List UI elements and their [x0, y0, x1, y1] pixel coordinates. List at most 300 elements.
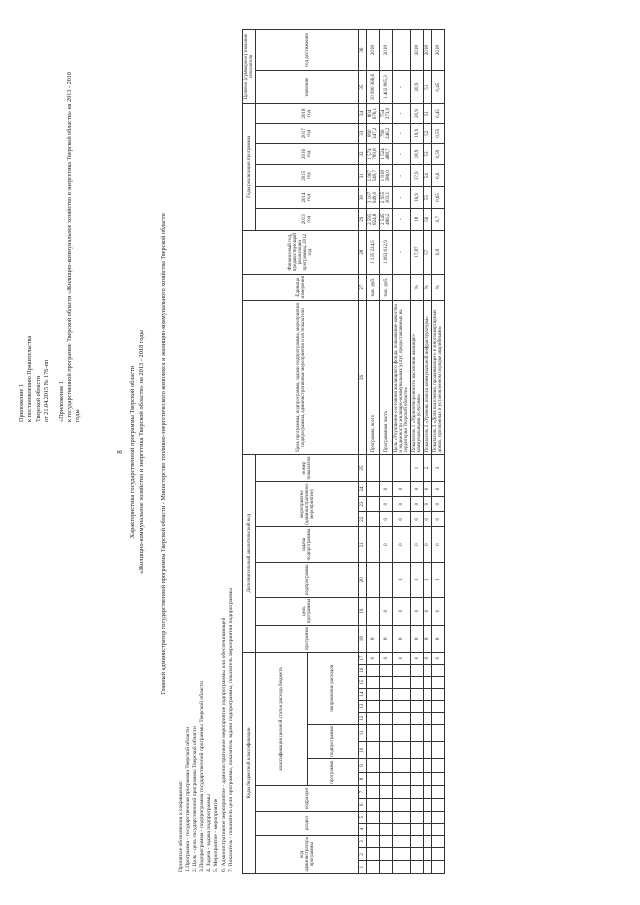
base-cell: 1 135 224,5 — [367, 230, 380, 274]
code-cell — [424, 861, 432, 874]
code-cell — [367, 454, 380, 481]
year-value-cell: 18 — [411, 208, 424, 230]
code-cell: 0 — [411, 497, 424, 512]
code-cell — [380, 798, 393, 811]
code-cell — [411, 786, 424, 799]
note-line: 3.Подпрограмма - подпрограмма государственной программы Тверской области — [199, 680, 206, 872]
column-number: 24 — [359, 481, 367, 496]
code-cell — [380, 712, 393, 724]
code-cell — [411, 724, 424, 741]
code-cell — [380, 861, 393, 874]
year-value-cell: 1 574 789,8 — [367, 143, 380, 165]
base-cell: - — [393, 230, 411, 274]
code-cell: 1 — [411, 454, 424, 481]
code-cell — [411, 823, 424, 835]
code-cell — [393, 786, 411, 799]
column-number: 26 — [359, 300, 367, 454]
note-line: 5. Мероприятие - мероприятие — [213, 798, 220, 872]
code-cell — [432, 848, 445, 861]
code-cell: 0 — [424, 597, 432, 625]
note-line: 1.Программа - государственная программа Тверской области — [185, 726, 192, 872]
year-value-cell: 2 545 486,2 — [380, 208, 393, 230]
code-cell: 0 — [393, 481, 411, 496]
target-year-cell: 2018 — [432, 30, 445, 71]
code-cell: 8 — [367, 625, 380, 652]
code-cell: 8 — [424, 625, 432, 652]
code-cell — [367, 497, 380, 512]
table-row — [432, 30, 445, 874]
target-year-cell — [393, 30, 411, 71]
year-value-cell: 0,65 — [432, 187, 445, 209]
column-number-row — [359, 30, 367, 874]
column-number: 12 — [359, 712, 367, 724]
column-number: 16 — [359, 664, 367, 676]
document-title — [128, 12, 146, 892]
code-cell — [432, 861, 445, 874]
base-cell: 57 — [424, 230, 432, 274]
code-cell — [411, 835, 424, 848]
year-value-cell: 799 246,2 — [380, 123, 393, 143]
code-cell: 0 — [432, 497, 445, 512]
abbreviations-notes — [178, 442, 235, 872]
column-number: 35 — [359, 71, 367, 104]
code-cell: 1 — [393, 563, 411, 598]
code-cell — [380, 786, 393, 799]
code-cell — [367, 724, 380, 741]
code-cell — [367, 811, 380, 823]
header-col-task: задача подпрограммы — [256, 527, 359, 563]
code-cell — [380, 835, 393, 848]
table-row — [380, 30, 393, 874]
code-cell: 0 — [393, 497, 411, 512]
header-2014: 2014 год — [256, 187, 359, 209]
code-cell — [411, 688, 424, 700]
column-number: 6 — [359, 798, 367, 811]
code-cell — [367, 700, 380, 712]
page-number: 8 — [115, 450, 124, 454]
code-cell — [380, 741, 393, 758]
code-cell — [367, 823, 380, 835]
column-number: 15 — [359, 676, 367, 688]
year-value-cell: 1 918 386,0 — [380, 165, 393, 187]
name-cell: Цель «Улучшение состояния жилищного фонда, повышение качества и надежности жилищно-коммунальных услуг, предоставляемых на территории Тверской области» — [393, 300, 411, 454]
code-cell: 0 — [411, 512, 424, 527]
code-cell: 8 — [432, 625, 445, 652]
code-cell — [393, 724, 411, 741]
year-value-cell: 17,9 — [411, 165, 424, 187]
code-cell — [424, 811, 432, 823]
code-cell — [424, 772, 432, 785]
year-value-cell: - — [393, 187, 411, 209]
name-cell: Показатель 1 «Удовлетворенность населения жилищно-коммунальными услугами» — [411, 300, 424, 454]
code-cell — [424, 676, 432, 688]
code-cell: 0 — [393, 652, 411, 664]
code-cell — [367, 527, 380, 563]
target-value-cell: 51 — [424, 71, 432, 104]
column-number: 23 — [359, 497, 367, 512]
code-cell — [393, 688, 411, 700]
code-cell — [411, 741, 424, 758]
column-number: 10 — [359, 741, 367, 758]
code-cell — [411, 664, 424, 676]
column-number: 20 — [359, 563, 367, 598]
code-cell — [424, 712, 432, 724]
code-cell — [380, 823, 393, 835]
code-cell — [411, 759, 424, 772]
code-cell: 0 — [424, 497, 432, 512]
header-program: программа — [307, 759, 359, 786]
code-cell — [367, 741, 380, 758]
column-number: 36 — [359, 30, 367, 71]
code-cell — [367, 481, 380, 496]
code-cell: 1 — [432, 563, 445, 598]
code-cell — [393, 811, 411, 823]
unit-cell: % — [424, 274, 432, 300]
unit-cell: тыс. руб. — [380, 274, 393, 300]
code-cell — [432, 772, 445, 785]
code-cell — [367, 688, 380, 700]
name-cell: Программа, всего — [367, 300, 380, 454]
header-name: Цель программы, подпрограмма, задачи подпрограммы, мероприятия подпрограммы, административные мероприятия и их показатели — [243, 300, 359, 454]
year-value-cell: - — [393, 143, 411, 165]
header-col-measure: мероприятие (административное мероприятие) — [256, 481, 359, 526]
code-cell — [411, 798, 424, 811]
year-value-cell: 55 — [424, 187, 432, 209]
code-cell — [424, 823, 432, 835]
code-cell: 0 — [380, 512, 393, 527]
base-cell: 0,8 — [432, 230, 445, 274]
code-cell — [367, 563, 380, 598]
year-value-cell: - — [393, 104, 411, 124]
code-cell — [367, 676, 380, 688]
appendix-line: Приложение 1 — [18, 384, 25, 422]
code-cell — [424, 798, 432, 811]
header-target: Целевое (суммарное) значение показателя — [243, 30, 256, 104]
target-value-cell: 1 402 805,3 — [380, 71, 393, 104]
code-cell — [424, 700, 432, 712]
code-cell: 1 — [424, 563, 432, 598]
note-line: 7. Показатель - показатель цели программы, показатель задачи подпрограммы, показатель мероприятия подпрограммы — [227, 588, 234, 872]
column-number: 5 — [359, 811, 367, 823]
header-base-year: Финансовый год, предшествующий реализации программы, 2012 год — [243, 230, 359, 274]
column-number: 33 — [359, 123, 367, 143]
table-row — [424, 30, 432, 874]
code-cell — [432, 724, 445, 741]
code-cell — [367, 861, 380, 874]
year-value-cell: 54 — [424, 165, 432, 187]
code-cell — [424, 741, 432, 758]
code-cell — [393, 848, 411, 861]
column-number: 31 — [359, 165, 367, 187]
target-value-cell: 10 990 366,6 — [367, 71, 380, 104]
target-value-cell: 20,9 — [411, 71, 424, 104]
code-cell: 0 — [393, 597, 411, 625]
code-cell — [393, 454, 411, 481]
year-value-cell: 2 595 824,8 — [367, 208, 380, 230]
administrator-line: Главный администратор государственной программы Тверской области - Министерство топливно-энергетического комплекса и жилищно-коммунального хозяйства Тверской области — [160, 213, 167, 695]
code-cell — [380, 700, 393, 712]
code-cell — [380, 772, 393, 785]
code-cell: 0 — [411, 597, 424, 625]
unit-cell: % — [411, 274, 424, 300]
column-number: 8 — [359, 772, 367, 785]
column-number: 11 — [359, 724, 367, 741]
table-row — [367, 30, 380, 874]
column-number: 28 — [359, 230, 367, 274]
header-subprogram: подпрограмма — [307, 724, 359, 759]
code-cell — [393, 741, 411, 758]
year-value-cell: 804 676,1 — [367, 104, 380, 124]
appendix-line: к государственной программе Тверской области «Жилищно-коммунальное хозяйство и энергетика Тверской области» на 2013 - 2018 годы — [66, 71, 82, 422]
code-cell: 0 — [432, 481, 445, 496]
year-value-cell: 754 273,9 — [380, 104, 393, 124]
year-value-cell: 52 — [424, 123, 432, 143]
code-cell: 0 — [411, 481, 424, 496]
code-cell — [393, 676, 411, 688]
code-cell — [380, 848, 393, 861]
code-cell: 8 — [411, 625, 424, 652]
code-cell: 0 — [432, 512, 445, 527]
code-cell: 0 — [411, 527, 424, 563]
column-number: 32 — [359, 143, 367, 165]
unit-cell: тыс. руб. — [367, 274, 380, 300]
header-analytic-code: Дополнительный аналитический код — [243, 454, 256, 652]
code-cell — [367, 835, 380, 848]
header-expense-dir: направление расходов — [307, 652, 359, 724]
code-cell: 8 — [393, 625, 411, 652]
code-cell — [393, 861, 411, 874]
column-number: 27 — [359, 274, 367, 300]
column-number: 19 — [359, 597, 367, 625]
code-cell: 0 — [367, 652, 380, 664]
title-line: «Жилищно-коммунальное хозяйство и энергетика Тверской области» на 2013 - 2018 годы — [138, 330, 145, 574]
column-number: 4 — [359, 823, 367, 835]
column-number: 14 — [359, 688, 367, 700]
year-value-cell: 0,59 — [432, 143, 445, 165]
code-cell — [424, 786, 432, 799]
note-line: Принятые обозначения и сокращения: — [178, 780, 184, 872]
code-cell — [393, 759, 411, 772]
year-value-cell: 2 955 303,1 — [380, 187, 393, 209]
note-line: 6. Административное мероприятие - административное мероприятие подпрограммы или обеспечивающей — [220, 617, 227, 872]
code-cell — [424, 688, 432, 700]
year-value-cell: 18,9 — [411, 143, 424, 165]
unit-cell: % — [432, 274, 445, 300]
code-cell — [432, 823, 445, 835]
base-cell: 17,87 — [411, 230, 424, 274]
code-cell — [367, 848, 380, 861]
year-value-cell: 1 524 488,7 — [380, 143, 393, 165]
target-value-cell: 0,45 — [432, 71, 445, 104]
code-cell: 0 — [380, 481, 393, 496]
header-target-year: год достижения — [256, 30, 359, 71]
header-section: раздел — [256, 811, 359, 835]
code-cell — [367, 772, 380, 785]
code-cell — [393, 823, 411, 835]
year-value-cell: 0,7 — [432, 208, 445, 230]
code-cell: 0 — [380, 497, 393, 512]
header-classif: классификация целевой статьи расхода бюджета — [256, 652, 308, 786]
year-value-cell: 0,6 — [432, 165, 445, 187]
code-cell — [424, 759, 432, 772]
table-body — [367, 30, 445, 874]
code-cell — [424, 724, 432, 741]
code-cell — [432, 741, 445, 758]
header-2018: 2018 год — [256, 104, 359, 124]
code-cell: 0 — [424, 512, 432, 527]
header-unit: Единица измерения — [243, 274, 359, 300]
code-cell — [393, 712, 411, 724]
code-cell — [393, 664, 411, 676]
year-value-cell: 1 967 549,7 — [367, 165, 380, 187]
year-value-cell: 53 — [424, 143, 432, 165]
target-year-cell: 2018 — [367, 30, 380, 71]
column-number: 7 — [359, 786, 367, 799]
year-value-cell: 16,9 — [411, 187, 424, 209]
code-cell: 0 — [380, 527, 393, 563]
code-cell — [393, 835, 411, 848]
header-budget-code: Коды бюджетной классификации — [243, 652, 256, 873]
column-number: 34 — [359, 104, 367, 124]
code-cell — [380, 724, 393, 741]
column-number: 9 — [359, 759, 367, 772]
code-cell: 0 — [424, 527, 432, 563]
code-cell — [393, 772, 411, 785]
column-number: 22 — [359, 512, 367, 527]
table-row — [393, 30, 411, 874]
code-cell — [393, 798, 411, 811]
code-cell — [380, 676, 393, 688]
appendix-line: от 21.04.2015 № 176-пп — [43, 359, 51, 422]
column-number: 25 — [359, 454, 367, 481]
header-years: Годы реализации программы — [243, 104, 256, 231]
header-subsection: подраздел — [256, 786, 359, 811]
code-cell — [432, 798, 445, 811]
table-row — [411, 30, 424, 874]
code-cell: 0 — [380, 652, 393, 664]
code-cell — [411, 700, 424, 712]
code-cell: 0 — [424, 652, 432, 664]
header-2016: 2016 год — [256, 143, 359, 165]
code-cell: 0 — [380, 597, 393, 625]
code-cell — [367, 759, 380, 772]
year-value-cell: - — [393, 208, 411, 230]
code-cell — [367, 786, 380, 799]
target-year-cell: 2018 — [380, 30, 393, 71]
name-cell: Показатель 2 «Уровень износа коммунальной инфраструктуры» — [424, 300, 432, 454]
name-cell: Программная часть — [380, 300, 393, 454]
target-year-cell: 2018 — [424, 30, 432, 71]
code-cell — [380, 759, 393, 772]
code-cell — [367, 664, 380, 676]
year-value-cell: 0,45 — [432, 104, 445, 124]
code-cell — [367, 512, 380, 527]
code-cell: 3 — [432, 454, 445, 481]
code-cell — [432, 700, 445, 712]
code-cell — [411, 712, 424, 724]
year-value-cell: 51 — [424, 104, 432, 124]
target-year-cell: 2018 — [411, 30, 424, 71]
header-col-subprogram: подпрограмма — [256, 563, 359, 598]
code-cell — [393, 700, 411, 712]
code-cell: 0 — [411, 652, 424, 664]
column-number: 17 — [359, 652, 367, 664]
code-cell — [432, 759, 445, 772]
year-value-cell: 3 107 949,0 — [367, 187, 380, 209]
code-cell: 0 — [393, 512, 411, 527]
code-cell — [432, 811, 445, 823]
code-cell: 0 — [432, 527, 445, 563]
code-cell — [432, 712, 445, 724]
code-cell — [424, 835, 432, 848]
year-value-cell: 20,9 — [411, 104, 424, 124]
code-cell: 0 — [432, 597, 445, 625]
appendix-line: к постановлению Правительства — [26, 335, 34, 422]
note-line: 2. Цель - цель государственной программы Тверской области — [192, 726, 199, 872]
code-cell — [367, 798, 380, 811]
code-cell: 8 — [380, 625, 393, 652]
code-cell — [432, 664, 445, 676]
code-cell — [424, 664, 432, 676]
appendix-line: Тверской области — [34, 375, 42, 422]
column-number: 18 — [359, 625, 367, 652]
code-cell — [367, 712, 380, 724]
code-cell — [380, 811, 393, 823]
header-2013: 2013 год — [256, 208, 359, 230]
column-number: 2 — [359, 848, 367, 861]
code-cell — [411, 811, 424, 823]
code-cell — [380, 454, 393, 481]
appendix-line: «Приложение 1 — [57, 381, 65, 422]
column-number: 13 — [359, 700, 367, 712]
code-cell — [411, 848, 424, 861]
header-2015: 2015 год — [256, 165, 359, 187]
code-cell — [424, 848, 432, 861]
column-number: 21 — [359, 527, 367, 563]
appendix-block — [18, 62, 83, 422]
title-line: Характеристика государственной программы Тверской области — [129, 365, 136, 539]
column-number: 30 — [359, 187, 367, 209]
year-value-cell: - — [393, 165, 411, 187]
column-number: 3 — [359, 835, 367, 848]
base-cell: 1 063 612,9 — [380, 230, 393, 274]
code-cell: 2 — [424, 454, 432, 481]
code-cell — [380, 688, 393, 700]
program-table — [242, 29, 445, 874]
year-value-cell: 890 347,2 — [367, 123, 380, 143]
note-line: 4. Задача - задача подпрограммы — [206, 794, 213, 872]
code-cell — [411, 861, 424, 874]
rotated-page-content — [10, 12, 630, 892]
column-number: 29 — [359, 208, 367, 230]
code-cell — [367, 597, 380, 625]
name-cell: Показатель 3 «Доля населения, проживающего в многоквартирных домах, признанных в установленном порядке аварийными» — [432, 300, 445, 454]
code-cell: 0 — [424, 481, 432, 496]
year-value-cell: - — [393, 123, 411, 143]
header-target-value: значение — [256, 71, 359, 104]
code-cell — [411, 676, 424, 688]
code-cell — [432, 835, 445, 848]
year-value-cell: 56 — [424, 208, 432, 230]
code-cell: 1 — [411, 563, 424, 598]
code-cell — [411, 772, 424, 785]
code-cell: 0 — [393, 527, 411, 563]
column-number: 1 — [359, 861, 367, 874]
year-value-cell: 19,9 — [411, 123, 424, 143]
header-admin-code: код администратора программы — [256, 835, 359, 873]
code-cell: 0 — [432, 652, 445, 664]
code-cell — [380, 664, 393, 676]
